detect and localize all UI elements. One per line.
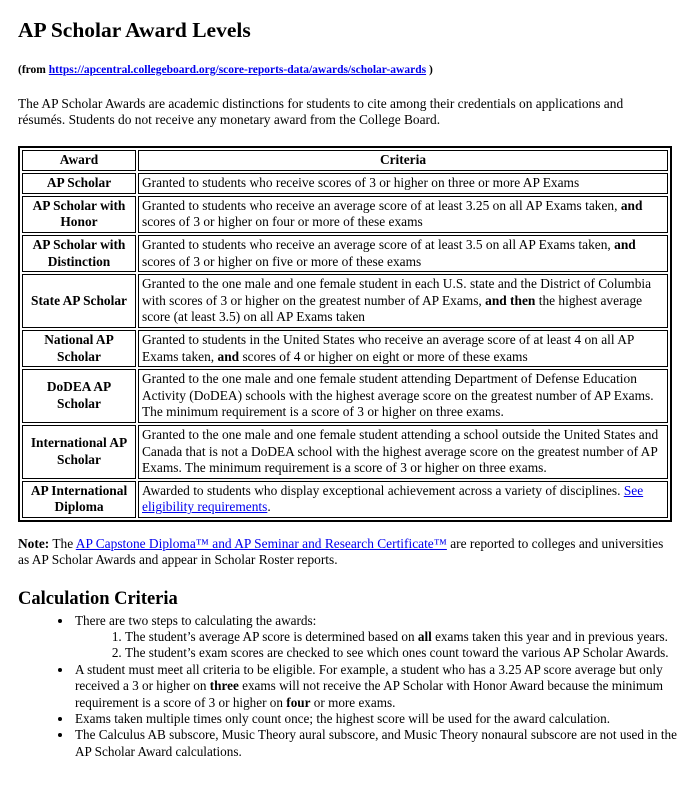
criteria-cell [138,235,668,272]
award-criteria-table [18,146,672,522]
criteria-cell [138,274,668,328]
bullet-item [73,613,678,662]
award-name-cell: National AP Scholar [22,330,136,367]
award-name-cell: AP Scholar with Honor [22,196,136,233]
award-name-cell: State AP Scholar [22,274,136,328]
text-run: The Calculus AB subscore, Music Theory aural subscore, and Music Theory nonaural subscore are not used in the AP Scholar Award calculations. [75,727,677,759]
award-name-cell: International AP Scholar [22,425,136,479]
text-run: A student must meet all criteria to be eligible. For example, a student who has a 3.25 AP score average but only received a 3 or higher on [75,661,663,694]
table-row [22,330,668,367]
text-run: Granted to students who receive an average score of at least 3.25 on all AP Exams taken, [142,197,621,213]
award-name-cell: AP Scholar [22,173,136,194]
source-prefix: (from [18,64,49,76]
award-name-cell: DoDEA AP Scholar [22,369,136,423]
text-run: Granted to the one male and one female student attending Department of Defense Education Activity (DoDEA) schools with the highest average score on the greatest number of AP Exams. The minimum requirement is a score of 3 or higher on three exams. [142,371,654,420]
bullet-item [73,711,678,727]
table-header [22,150,668,171]
text-run: Granted to the one male and one female student attending a school outside the United States and Canada that is not a DoDEA school with the highest average score on the greatest number of AP Exams. The minimum requirement is a score of 3 or higher on three exams. [142,427,659,476]
text-run: Note: [18,536,50,552]
text-run: There are two steps to calculating the awards: [75,612,317,628]
source-suffix: ) [426,64,433,76]
award-name-cell: AP Scholar with Distinction [22,235,136,272]
text-run: Exams taken multiple times only count once; the highest score will be used for the award calculation. [75,710,611,726]
table-row [22,196,668,233]
text-run: Granted to students in the United States who receive an average score of at least 4 on all AP Exams taken, [142,331,634,364]
calculation-criteria-heading: Calculation Criteria [18,588,178,609]
text-run: and [620,197,643,213]
table-row [22,235,668,272]
criteria-column-header: Criteria [138,150,668,171]
source-url-link[interactable]: https://apcentral.collegeboard.org/score-reports-data/awards/scholar-awards [48,64,427,76]
criteria-cell [138,173,668,194]
text-run: all [417,629,432,645]
calculation-list [18,613,678,760]
text-run: scores of 3 or higher on four or more of these exams [142,214,423,230]
criteria-cell [138,425,668,479]
text-run: Awarded to students who display exceptional achievement across a variety of disciplines. [142,482,624,498]
table-row [22,274,668,328]
text-run: Granted to students who receive an average score of at least 3.5 on all AP Exams taken, [142,236,615,252]
text-run: and [217,348,240,364]
capstone-diploma-link[interactable]: AP Capstone Diploma™ and AP Seminar and Research Certificate™ [75,536,447,552]
text-run: four [286,694,311,710]
criteria-cell [138,481,668,518]
award-name-cell: AP International Diploma [22,481,136,518]
bullet-item [73,727,678,760]
table-row [22,369,668,423]
table-row [22,173,668,194]
text-run: and then [485,292,536,308]
text-run: The [49,536,76,552]
note-paragraph [18,536,673,569]
text-run: scores of 3 or higher on five or more of these exams [142,253,422,269]
award-column-header: Award [22,150,136,171]
source-line [18,64,670,78]
text-run: The student’s exam scores are checked to see which ones count toward the various AP Scholar Awards. [125,645,669,661]
text-run: exams will not receive the AP Scholar with Honor Award because the minimum requirement is a score of 3 or higher on [75,678,664,710]
table-header-row [22,150,668,171]
intro-paragraph: The AP Scholar Awards are academic distinctions for students to cite among their credentials on applications and résumés. Students do not receive any monetary award from the College Board. [18,95,624,128]
text-run: Granted to the one male and one female student in each U.S. state and the District of Columbia with scores of 3 or higher on the greatest number of AP Exams, [142,276,652,308]
numbered-item [125,629,678,645]
text-run: Granted to students who receive scores of 3 or higher on three or more AP Exams [142,175,580,191]
text-run: The student’s average AP score is determined based on [125,629,418,645]
table-row [22,425,668,479]
numbered-item [125,645,678,661]
text-run: three [209,678,239,694]
criteria-cell [138,369,668,423]
page-title: AP Scholar Award Levels [18,18,251,42]
eligibility-requirements-link[interactable]: See eligibility requirements [142,482,644,515]
text-run: . [267,499,271,515]
text-run: and [614,236,636,252]
text-run: the highest average score (at least 3.5) on all AP Exams taken [142,292,643,325]
text-run: or more exams. [310,694,396,710]
text-run: exams taken this year and in previous years. [431,629,668,645]
numbered-sublist [75,629,678,662]
criteria-cell [138,196,668,233]
award-table-body [22,173,668,518]
criteria-cell [138,330,668,367]
bullet-item [73,662,678,711]
text-run: are reported to colleges and universities as AP Scholar Awards and appear in Scholar Roster reports. [18,536,664,568]
text-run: scores of 4 or higher on eight or more of these exams [239,348,528,364]
table-row [22,481,668,518]
